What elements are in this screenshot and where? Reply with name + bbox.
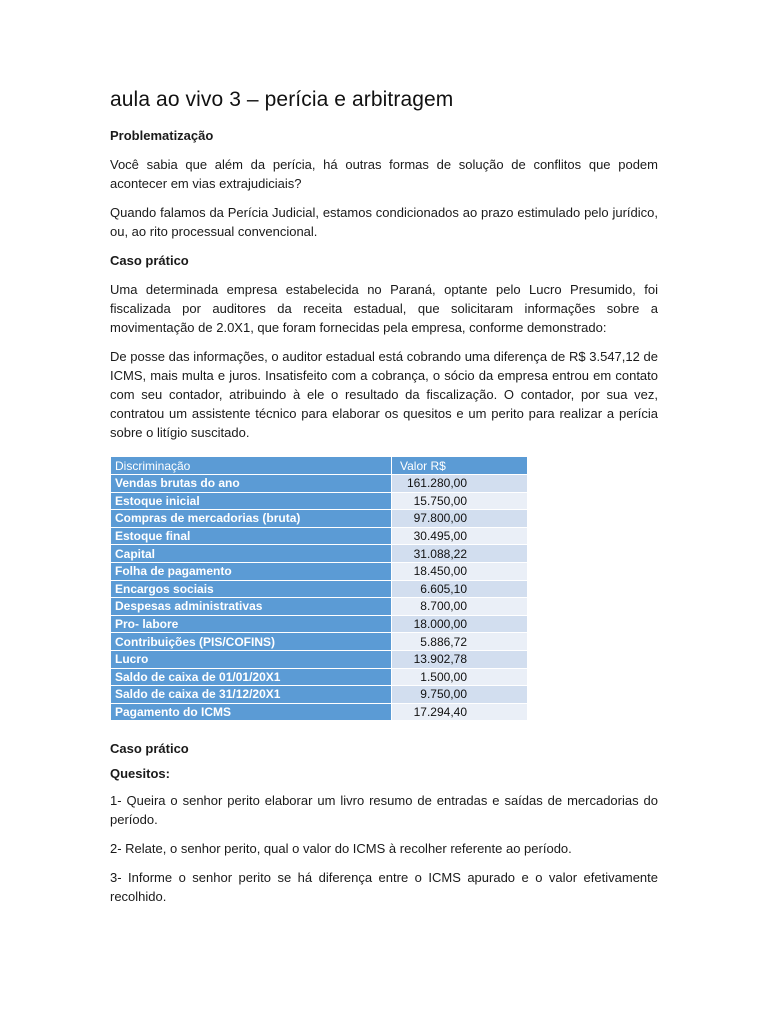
table-row: [111, 492, 528, 510]
table-cell-label: Folha de pagamento: [111, 562, 392, 580]
table-cell-label: Despesas administrativas: [111, 598, 392, 616]
table-cell-value: 18.000,00: [392, 615, 528, 633]
table-cell-value: 18.450,00: [392, 562, 528, 580]
page-title: aula ao vivo 3 – perícia e arbitragem: [110, 88, 454, 111]
table-cell-value: 8.700,00: [392, 598, 528, 616]
table-cell-label: Lucro: [111, 650, 392, 668]
table-row: [111, 598, 528, 616]
table-cell-value: 6.605,10: [392, 580, 528, 598]
table-cell-value: 97.800,00: [392, 510, 528, 528]
table-cell-value: 9.750,00: [392, 686, 528, 704]
table-cell-value: 15.750,00: [392, 492, 528, 510]
table-cell-value: 161.280,00: [392, 475, 528, 493]
table-cell-label: Encargos sociais: [111, 580, 392, 598]
caso-pratico-heading: Caso prático: [110, 253, 189, 268]
table-cell-label: Pro- labore: [111, 615, 392, 633]
table-row: [111, 527, 528, 545]
problematizacao-paragraph-1: Você sabia que além da perícia, há outras formas de solução de conflitos que podem acontecer em vias extrajudiciais?: [110, 157, 658, 191]
table-cell-value: 30.495,00: [392, 527, 528, 545]
financial-table: [110, 456, 528, 721]
table-cell-label: Estoque final: [111, 527, 392, 545]
problematizacao-heading: Problematização: [110, 128, 214, 143]
table-row: [111, 475, 528, 493]
table-cell-label: Estoque inicial: [111, 492, 392, 510]
table-row: [111, 686, 528, 704]
table-cell-label: Pagamento do ICMS: [111, 703, 392, 721]
caso-pratico-heading-2: Caso prático: [110, 741, 189, 757]
problematizacao-paragraph-2: Quando falamos da Perícia Judicial, estamos condicionados ao prazo estimulado pelo jurídico, ou, ao rito processual convencional.: [110, 205, 658, 239]
caso-pratico-paragraph-2: De posse das informações, o auditor estadual está cobrando uma diferença de R$ 3.547,12 de ICMS, mais multa e juros. Insatisfeito com a cobrança, o sócio da empresa entrou em contato com seu contador, atribuindo à ele o resultado da fiscalização. O contador, por sua vez, contratou um assistente técnico para elaborar os quesitos e um perito para realizar a perícia sobre o litígio suscitado.: [110, 349, 658, 440]
table-row: [111, 580, 528, 598]
table-cell-value: 5.886,72: [392, 633, 528, 651]
table-cell-label: Compras de mercadorias (bruta): [111, 510, 392, 528]
table-header-discriminacao: Discriminação: [111, 457, 392, 475]
table-cell-value: 13.902,78: [392, 650, 528, 668]
table-row: [111, 562, 528, 580]
table-row: [111, 703, 528, 721]
document-content: [110, 88, 658, 916]
quesito-1: 1- Queira o senhor perito elaborar um livro resumo de entradas e saídas de mercadorias do período.: [110, 793, 658, 828]
table-row: [111, 545, 528, 563]
caso-pratico-paragraph-1: Uma determinada empresa estabelecida no Paraná, optante pelo Lucro Presumido, foi fiscalizada por auditores da receita estadual, que solicitaram informações sobre a movimentação de 2.0X1, que foram fornecidas pela empresa, conforme demonstrado:: [110, 282, 658, 335]
table-cell-value: 17.294,40: [392, 703, 528, 721]
table-row: [111, 510, 528, 528]
table-cell-label: Vendas brutas do ano: [111, 475, 392, 493]
table-header-row: [111, 457, 528, 475]
table-body: [111, 475, 528, 721]
table-header-valor: Valor R$: [392, 457, 528, 475]
quesito-2: 2- Relate, o senhor perito, qual o valor do ICMS à recolher referente ao período.: [110, 841, 572, 857]
table-row: [111, 615, 528, 633]
table-row: [111, 633, 528, 651]
table-row: [111, 668, 528, 686]
quesito-3: 3- Informe o senhor perito se há diferença entre o ICMS apurado e o valor efetivamente recolhido.: [110, 870, 658, 905]
quesitos-heading: Quesitos:: [110, 766, 170, 782]
table-cell-label: Contribuições (PIS/COFINS): [111, 633, 392, 651]
table-cell-value: 1.500,00: [392, 668, 528, 686]
table-cell-label: Saldo de caixa de 31/12/20X1: [111, 686, 392, 704]
table-cell-label: Capital: [111, 545, 392, 563]
table-row: [111, 650, 528, 668]
table-cell-value: 31.088,22: [392, 545, 528, 563]
table-cell-label: Saldo de caixa de 01/01/20X1: [111, 668, 392, 686]
